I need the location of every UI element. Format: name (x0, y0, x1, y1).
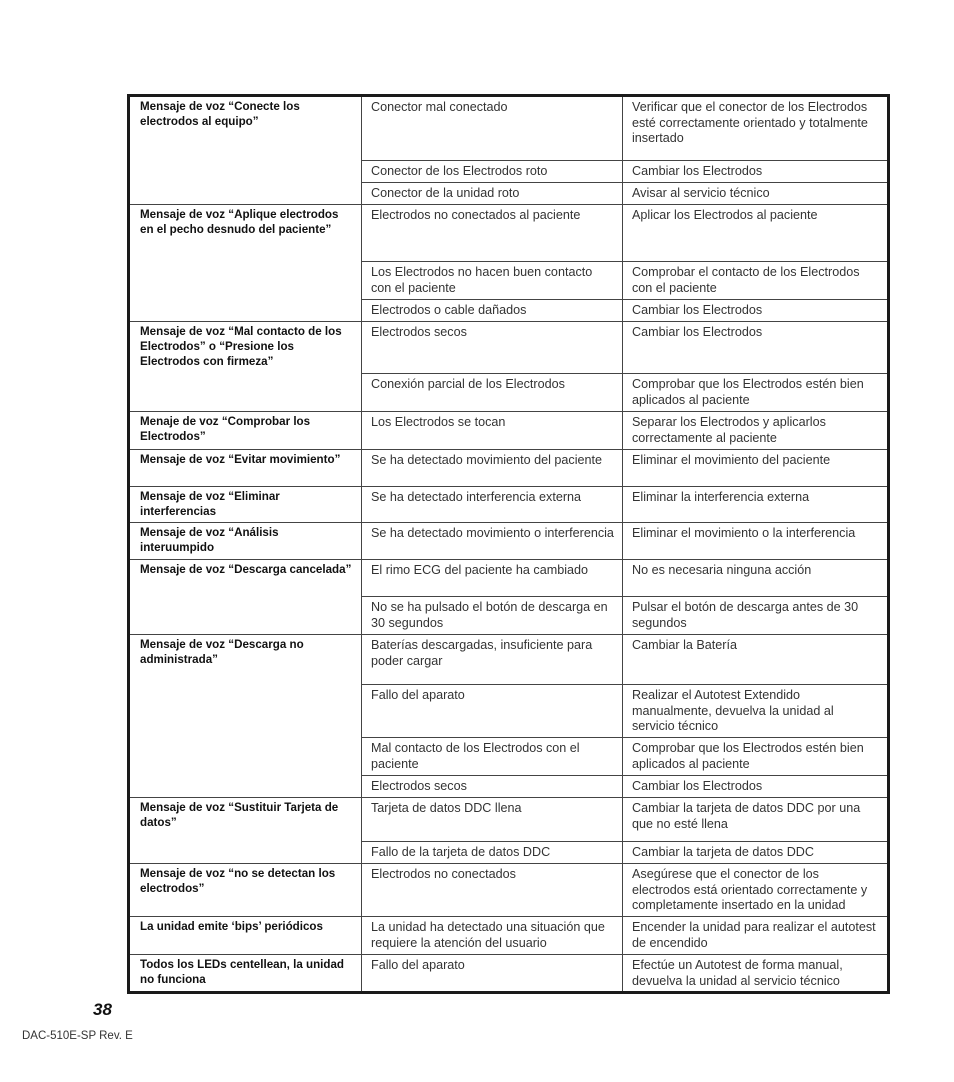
symptom-cell: Mensaje de voz “Descarga no administrada” (129, 635, 362, 798)
action-cell: Eliminar la interferencia externa (623, 487, 889, 523)
cause-cell: Tarjeta de datos DDC llena (362, 798, 623, 842)
cause-cell: Electrodos secos (362, 322, 623, 374)
cause-cell: El rimo ECG del paciente ha cambiado (362, 560, 623, 597)
action-cell: Comprobar que los Electrodos estén bien aplicados al paciente (623, 374, 889, 412)
action-cell: Avisar al servicio técnico (623, 183, 889, 205)
table-row (129, 955, 889, 993)
symptom-cell: Mensaje de voz “Eliminar interferencias (129, 487, 362, 523)
cause-cell: Conector de la unidad roto (362, 183, 623, 205)
cause-cell: Se ha detectado movimiento o interferencia (362, 523, 623, 560)
table-row (129, 523, 889, 560)
symptom-cell: Mensaje de voz “Conecte los electrodos al equipo” (129, 96, 362, 205)
cause-cell: Mal contacto de los Electrodos con el paciente (362, 738, 623, 776)
action-cell: Pulsar el botón de descarga antes de 30 segundos (623, 597, 889, 635)
cause-cell: No se ha pulsado el botón de descarga en 30 segundos (362, 597, 623, 635)
table-row (129, 635, 889, 685)
symptom-cell: Mensaje de voz “Sustituir Tarjeta de datos” (129, 798, 362, 864)
action-cell: Realizar el Autotest Extendido manualmente, devuelva la unidad al servicio técnico (623, 685, 889, 738)
action-cell: Cambiar la Batería (623, 635, 889, 685)
troubleshooting-table (127, 94, 890, 994)
action-cell: Comprobar el contacto de los Electrodos con el paciente (623, 262, 889, 300)
table-row (129, 322, 889, 374)
action-cell: Aplicar los Electrodos al paciente (623, 205, 889, 262)
cause-cell: Los Electrodos no hacen buen contacto con el paciente (362, 262, 623, 300)
action-cell: Cambiar la tarjeta de datos DDC (623, 842, 889, 864)
action-cell: Cambiar los Electrodos (623, 776, 889, 798)
cause-cell: Fallo del aparato (362, 955, 623, 993)
action-cell: Comprobar que los Electrodos estén bien aplicados al paciente (623, 738, 889, 776)
table-row (129, 487, 889, 523)
cause-cell: Fallo del aparato (362, 685, 623, 738)
cause-cell: Electrodos secos (362, 776, 623, 798)
cause-cell: Fallo de la tarjeta de datos DDC (362, 842, 623, 864)
cause-cell: Conexión parcial de los Electrodos (362, 374, 623, 412)
symptom-cell: Mensaje de voz “Análisis interuumpido (129, 523, 362, 560)
action-cell: Eliminar el movimiento del paciente (623, 450, 889, 487)
table-row (129, 412, 889, 450)
cause-cell: Baterías descargadas, insuficiente para poder cargar (362, 635, 623, 685)
table-row (129, 798, 889, 842)
symptom-cell: Mensaje de voz “no se detectan los electrodos” (129, 864, 362, 917)
table-row (129, 917, 889, 955)
cause-cell: Electrodos no conectados (362, 864, 623, 917)
action-cell: Asegúrese que el conector de los electrodos está orientado correctamente y completamente insertado en la unidad (623, 864, 889, 917)
symptom-cell: La unidad emite ‘bips’ periódicos (129, 917, 362, 955)
action-cell: No es necesaria ninguna acción (623, 560, 889, 597)
table-row (129, 96, 889, 161)
action-cell: Eliminar el movimiento o la interferencia (623, 523, 889, 560)
action-cell: Cambiar los Electrodos (623, 300, 889, 322)
document-code: DAC-510E-SP Rev. E (22, 1030, 133, 1042)
table-row (129, 560, 889, 597)
action-cell: Cambiar la tarjeta de datos DDC por una que no esté llena (623, 798, 889, 842)
cause-cell: Electrodos no conectados al paciente (362, 205, 623, 262)
cause-cell: Conector mal conectado (362, 96, 623, 161)
cause-cell: La unidad ha detectado una situación que requiere la atención del usuario (362, 917, 623, 955)
symptom-cell: Menaje de voz “Comprobar los Electrodos” (129, 412, 362, 450)
action-cell: Cambiar los Electrodos (623, 322, 889, 374)
table-row (129, 864, 889, 917)
action-cell: Efectúe un Autotest de forma manual, devuelva la unidad al servicio técnico (623, 955, 889, 993)
symptom-cell: Mensaje de voz “Descarga cancelada” (129, 560, 362, 635)
page-number: 38 (93, 1000, 112, 1019)
action-cell: Verificar que el conector de los Electrodos esté correctamente orientado y totalmente insertado (623, 96, 889, 161)
symptom-cell: Mensaje de voz “Mal contacto de los Electrodos” o “Presione los Electrodos con firmeza” (129, 322, 362, 412)
cause-cell: Se ha detectado movimiento del paciente (362, 450, 623, 487)
symptom-cell: Mensaje de voz “Evitar movimiento” (129, 450, 362, 487)
symptom-cell: Mensaje de voz “Aplique electrodos en el pecho desnudo del paciente” (129, 205, 362, 322)
cause-cell: Los Electrodos se tocan (362, 412, 623, 450)
action-cell: Cambiar los Electrodos (623, 161, 889, 183)
symptom-cell: Todos los LEDs centellean, la unidad no funciona (129, 955, 362, 993)
table-row (129, 205, 889, 262)
cause-cell: Conector de los Electrodos roto (362, 161, 623, 183)
table-row (129, 450, 889, 487)
action-cell: Encender la unidad para realizar el autotest de encendido (623, 917, 889, 955)
cause-cell: Se ha detectado interferencia externa (362, 487, 623, 523)
action-cell: Separar los Electrodos y aplicarlos correctamente al paciente (623, 412, 889, 450)
cause-cell: Electrodos o cable dañados (362, 300, 623, 322)
